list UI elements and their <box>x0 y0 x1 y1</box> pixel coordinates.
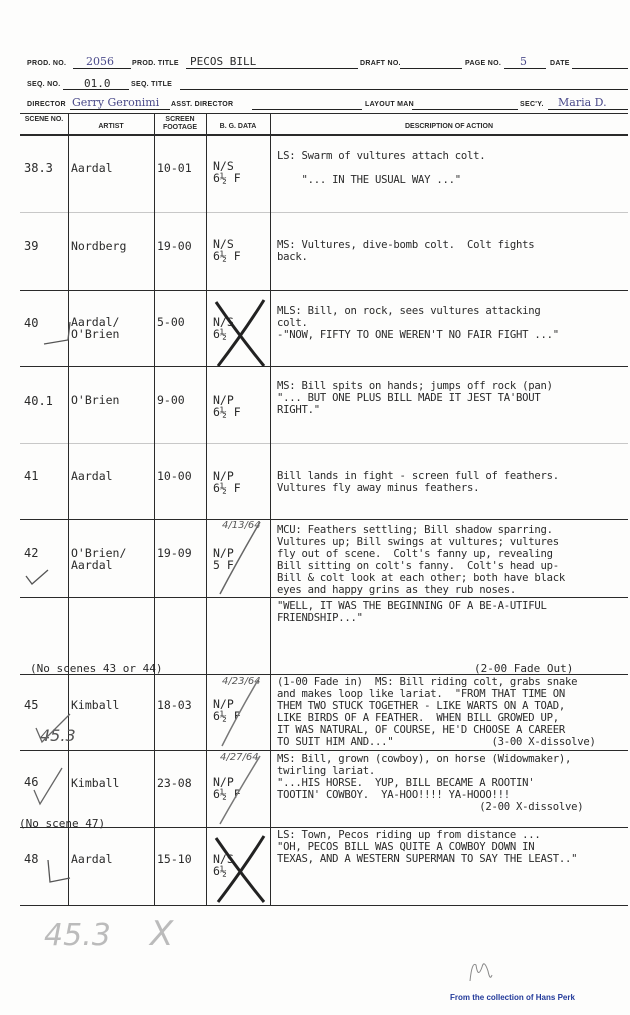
bg-data: N/S <box>213 159 234 173</box>
margin-note: 45.3 <box>40 726 76 745</box>
action-description: MS: Bill, grown (cowboy), on horse (Widowmaker), twirling lariat. "...HIS HORSE. YUP, BILL BECAME A ROOTIN' TOOTIN' COWBOY. YA-HOO!!!! YA-HOOO!!! (2-00 X-dissolve) <box>277 753 584 813</box>
bg-data-size: 6½ F <box>213 249 241 263</box>
action-description: MS: Bill spits on hands; jumps off rock (pan) "... BUT ONE PLUS BILL MADE IT JEST TA'BOUT RIGHT." <box>277 380 553 416</box>
prod-title-label: PROD. TITLE <box>132 60 179 67</box>
bg-data-size: 6½ F <box>213 405 241 419</box>
screen-footage: 18-03 <box>157 698 192 712</box>
screen-footage: 5-00 <box>157 315 185 329</box>
artist-name: O'Brien <box>71 393 120 407</box>
action-description: Bill lands in fight - screen full of feathers. Vultures fly away minus feathers. <box>277 470 559 494</box>
check-mark <box>44 858 74 888</box>
col-artist-header: ARTIST <box>98 123 124 130</box>
bg-data-size: 6½ F <box>213 481 241 495</box>
bottom-x-mark: X <box>150 914 174 954</box>
scene-number: 48 <box>24 852 39 866</box>
bottom-scene-note: 45.3 <box>44 918 111 953</box>
artist-name: Kimball <box>71 698 120 712</box>
approval-date: 4/23/64 <box>222 676 261 687</box>
artist-name: Aardal <box>71 852 113 866</box>
bg-data: N/P <box>213 469 234 483</box>
bg-data: N/P <box>213 697 234 711</box>
secy-label: SEC'Y. <box>520 101 544 108</box>
director-value: Gerry Geronimi <box>72 96 160 109</box>
bg-data: N/P <box>213 775 234 789</box>
action-description: MLS: Bill, on rock, sees vultures attacking colt. -"NOW, FIFTY TO ONE WEREN'T NO FAIR FIGHT ..." <box>277 305 559 341</box>
check-mark <box>24 566 52 588</box>
scene-number: 40 <box>24 316 39 330</box>
col-bg-header: B. G. DATA <box>219 123 257 130</box>
scene-number: 39 <box>24 239 39 253</box>
approval-date: 4/13/64 <box>222 520 261 531</box>
seq-title-label: SEQ. TITLE <box>131 81 173 88</box>
prod-no-label: PROD. NO. <box>27 60 67 67</box>
scene-number: 45 <box>24 698 39 712</box>
secy-value: Maria D. <box>558 96 607 109</box>
date-label: DATE <box>550 60 570 67</box>
prod-title-value: PECOS BILL <box>190 55 257 68</box>
col-description-header: DESCRIPTION OF ACTION <box>404 123 494 130</box>
artist-name: Aardal <box>71 161 113 175</box>
artist-name: Aardal <box>71 469 113 483</box>
artist-name: Aardal/ O'Brien <box>71 315 120 342</box>
asst-director-label: ASST. DIRECTOR <box>171 101 234 108</box>
artist-name: Nordberg <box>71 239 127 253</box>
bg-data-size: 6½ F <box>213 709 241 723</box>
scene-number: 38.3 <box>24 161 53 175</box>
scene-number: 42 <box>24 546 39 560</box>
bg-data-size: 6½ <box>213 327 227 341</box>
action-dialogue: "WELL, IT WAS THE BEGINNING OF A BE-A-UTIFUL FRIENDSHIP..." <box>277 600 547 624</box>
bg-data-size: 6½ F <box>213 171 241 185</box>
prod-no-value: 2056 <box>86 55 114 68</box>
bg-data: N/S <box>213 852 234 866</box>
director-label: DIRECTOR <box>27 101 66 108</box>
scene-number: 41 <box>24 469 39 483</box>
action-description: LS: Swarm of vultures attach colt. "... IN THE USUAL WAY ..." <box>277 150 486 186</box>
bg-data: N/P <box>213 393 234 407</box>
action-description: MS: Vultures, dive-bomb colt. Colt fights back. <box>277 239 535 263</box>
screen-footage: 19-00 <box>157 239 192 253</box>
screen-footage: 9-00 <box>157 393 185 407</box>
col-footage-header: SCREEN FOOTAGE <box>162 116 198 131</box>
approval-date: 4/27/64 <box>220 752 259 763</box>
screen-footage: 23-08 <box>157 776 192 790</box>
screen-footage: 19-09 <box>157 546 192 560</box>
bg-data-size: 6½ <box>213 864 227 878</box>
artist-name: Kimball <box>71 776 120 790</box>
action-description: MCU: Feathers settling; Bill shadow sparring. Vultures up; Bill swings at vultures; vultures fly out of scene. Colt's fanny up, revealing Bill sitting on colt's fanny. Colt's head up- Bill & colt look at each other; both have black eyes and happy grins as they rub noses. <box>277 524 566 596</box>
bg-data-size: 5 F <box>213 558 234 572</box>
no-scene-note: (No scene 47) <box>19 817 106 830</box>
seq-no-value: 01.0 <box>84 77 111 90</box>
col-scene-header: SCENE NO. <box>24 116 64 123</box>
screen-footage: 15-10 <box>157 852 192 866</box>
action-description: (1-00 Fade in) MS: Bill riding colt, grabs snake and makes loop like lariat. "FROM THAT TIME ON THEM TWO STUCK TOGETHER - LIKE WARTS ON A TOAD, LIKE BIRDS OF A FEATHER. WHEN BILL GROWED UP, IT WAS NATURAL, OF COURSE, HE'D CHOOSE A CAREER TO SUIT HIM AND..." (3-00 X-dissolve) <box>277 676 596 748</box>
no-scenes-note: (No scenes 43 or 44) <box>30 662 163 675</box>
screen-footage: 10-00 <box>157 469 192 483</box>
artist-name: O'Brien/ Aardal <box>71 546 127 573</box>
bg-data: N/P <box>213 546 234 560</box>
fade-out-note: (2-00 Fade Out) <box>474 662 574 675</box>
bg-data-size: 6½ F <box>213 787 241 801</box>
screen-footage: 10-01 <box>157 161 192 175</box>
bg-data: N/S <box>213 315 234 329</box>
layout-man-label: LAYOUT MAN <box>365 101 415 108</box>
action-description: LS: Town, Pecos riding up from distance ... "OH, PECOS BILL WAS QUITE A COWBOY DOWN IN TEXAS, AND A WESTERN SUPERMAN TO SAY THE LEAST.." <box>277 829 578 865</box>
draft-no-label: DRAFT NO. <box>360 60 401 67</box>
scene-number: 40.1 <box>24 394 53 408</box>
collection-credit: From the collection of Hans Perk <box>450 993 575 1002</box>
bg-data: N/S <box>213 237 234 251</box>
signature-mark <box>466 955 496 985</box>
scene-number: 46 <box>24 775 39 789</box>
page-no-label: PAGE NO. <box>465 60 502 67</box>
seq-no-label: SEQ. NO. <box>27 81 61 88</box>
page-no-value: 5 <box>520 55 527 68</box>
